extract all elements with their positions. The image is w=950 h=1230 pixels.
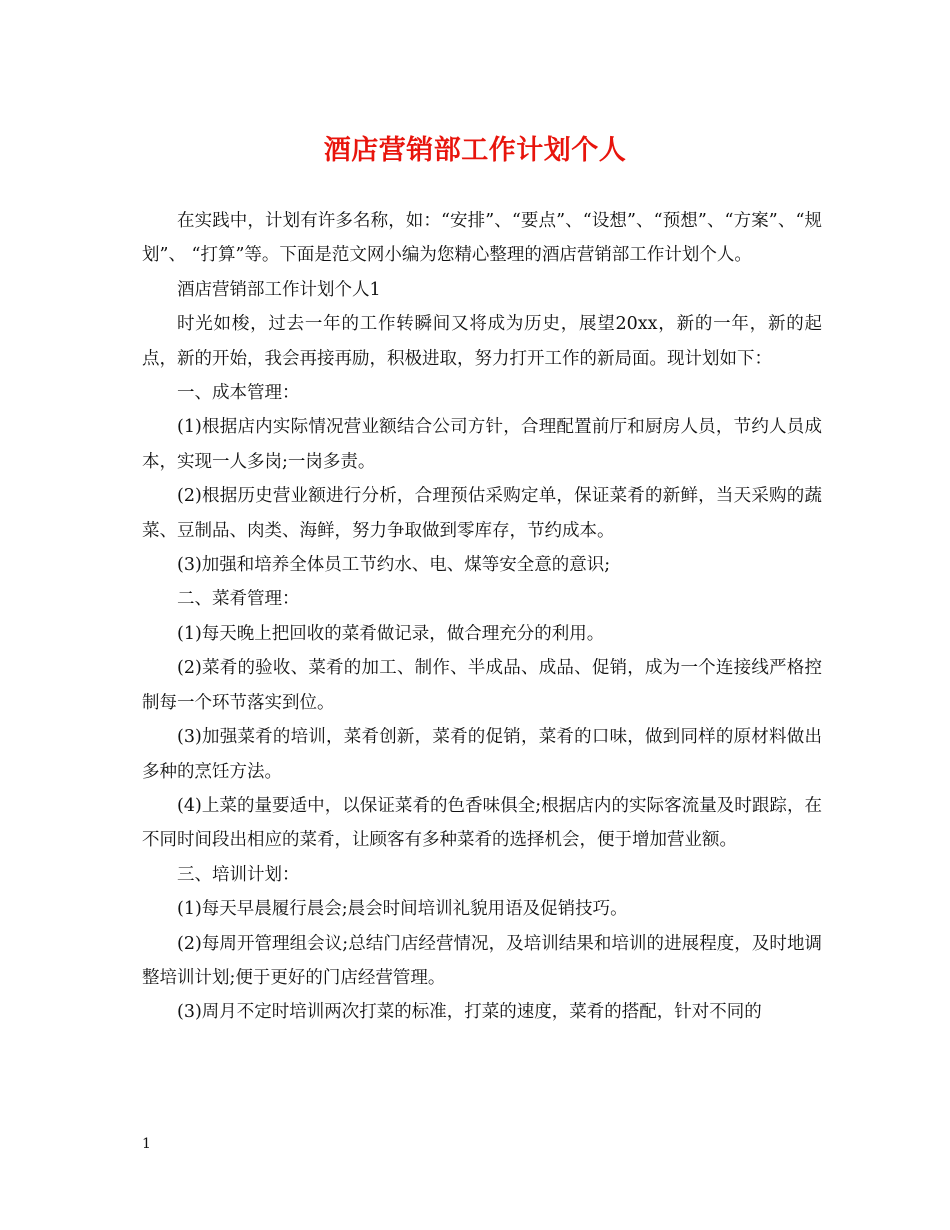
paragraph: (2)每周开管理组会议;总结门店经营情况，及培训结果和培训的进展程度，及时地调整培训计划;便于更好的门店经营管理。 (142, 933, 822, 988)
section-heading-training: 三、培训计划： (177, 864, 300, 885)
paragraph-intro: 在实践中，计划有许多名称，如：“安排”、“要点”、“设想”、“预想”、“方案”、“规划”、 “打算”等。下面是范文网小编为您精心整理的酒店营销部工作计划个人。 (142, 211, 822, 266)
paragraph: (1)根据店内实际情况营业额结合公司方针，合理配置前厅和厨房人员，节约人员成本，实现一人多岗;一岗多责。 (142, 417, 822, 472)
section-heading-dishes: 二、菜肴管理： (177, 589, 300, 610)
paragraph-subtitle: 酒店营销部工作计划个人1 (177, 279, 381, 300)
paragraph: (3)加强和培养全体员工节约水、电、煤等安全意的意识; (177, 555, 611, 576)
paragraph: (1)每天晚上把回收的菜肴做记录，做合理充分的利用。 (177, 623, 605, 644)
paragraph: 时光如梭，过去一年的工作转瞬间又将成为历史，展望20xx，新的一年，新的起点，新的开始，我会再接再励，积极进取，努力打开工作的新局面。现计划如下： (142, 314, 822, 369)
paragraph: (2)根据历史营业额进行分析，合理预估采购定单，保证菜肴的新鲜，当天采购的蔬菜、豆制品、肉类、海鲜，努力争取做到零库存，节约成本。 (142, 486, 822, 541)
section-heading-cost: 一、成本管理： (177, 383, 300, 404)
paragraph: (3)周月不定时培训两次打菜的标准，打菜的速度，菜肴的搭配，针对不同的 (177, 1002, 762, 1023)
paragraph: (1)每天早晨履行晨会;晨会时间培训礼貌用语及促销技巧。 (177, 899, 628, 920)
document-body (142, 204, 822, 1030)
paragraph: (3)加强菜肴的培训，菜肴创新，菜肴的促销，菜肴的口味，做到同样的原材料做出多种的烹饪方法。 (142, 727, 822, 782)
paragraph: (4)上菜的量要适中，以保证菜肴的色香味俱全;根据店内的实际客流量及时跟踪，在不同时间段出相应的菜肴，让顾客有多种菜肴的选择机会，便于增加营业额。 (142, 795, 822, 851)
paragraph: (2)菜肴的验收、菜肴的加工、制作、半成品、成品、促销，成为一个连接线严格控制每一个环节落实到位。 (142, 658, 822, 713)
document-title: 酒店营销部工作计划个人 (323, 135, 627, 166)
page-number: 1 (142, 1136, 151, 1152)
